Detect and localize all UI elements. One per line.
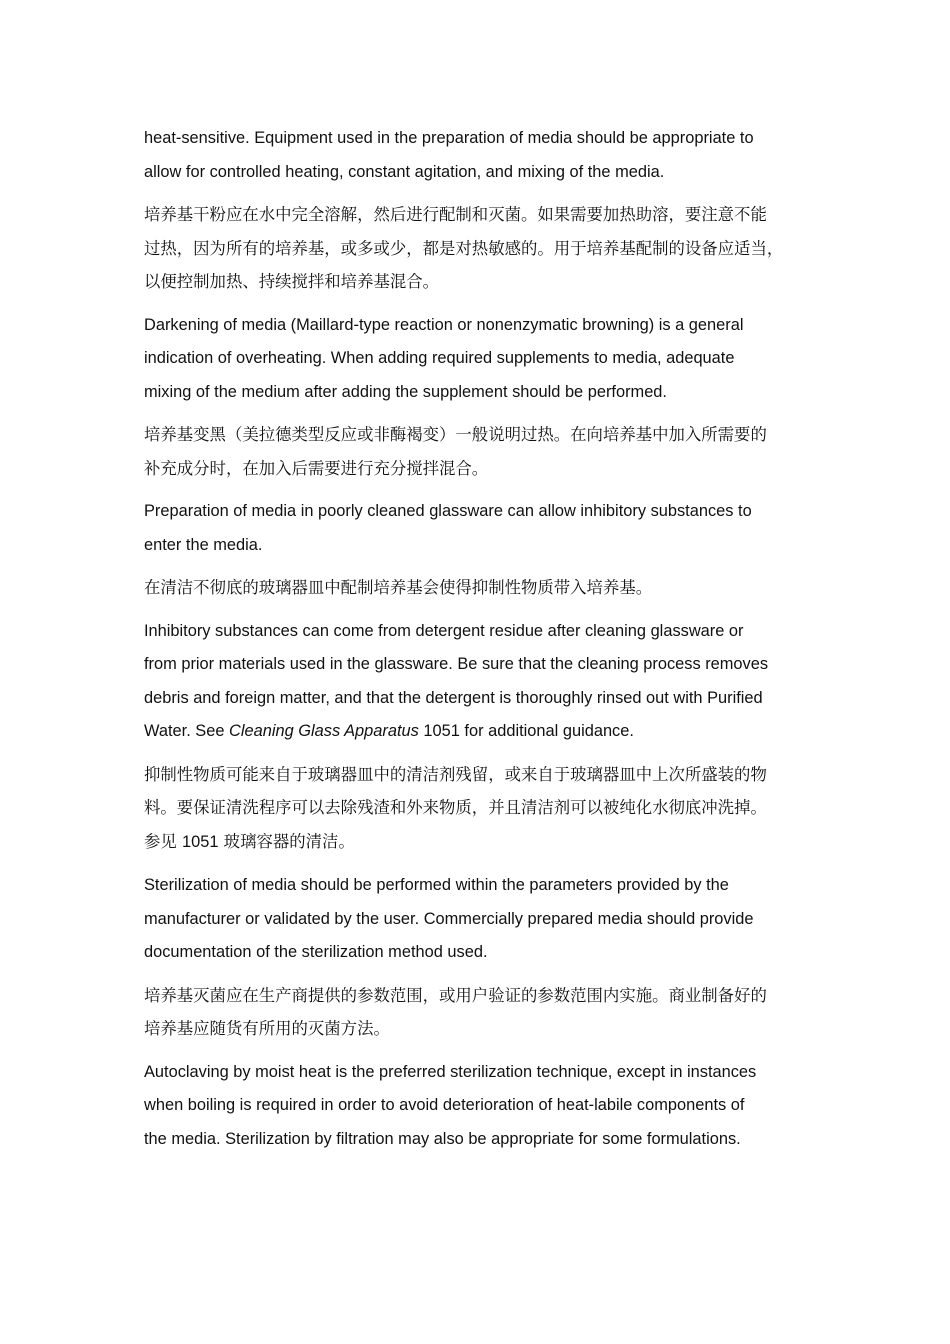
text-line: Sterilization of media should be performed within the parameters provided by the <box>144 876 729 894</box>
paragraph-en-5 <box>144 869 812 970</box>
text-line: Preparation of media in poorly cleaned glassware can allow inhibitory substances to <box>144 502 752 520</box>
paragraph-en-6 <box>144 1056 812 1157</box>
text-line: when boiling is required in order to avoid deterioration of heat-labile components of <box>144 1096 745 1114</box>
paragraph-gap <box>144 562 812 571</box>
text-line: the media. Sterilization by filtration may also be appropriate for some formulations. <box>144 1129 741 1148</box>
paragraph-zh-5 <box>144 979 812 1046</box>
paragraph-en-1 <box>144 122 812 189</box>
paragraph-gap <box>144 859 812 869</box>
text-run: 参见 <box>144 831 182 851</box>
paragraph-zh-2 <box>144 418 812 485</box>
text-line: indication of overheating. When adding required supplements to media, adequate <box>144 349 735 367</box>
text-line: 在清洁不彻底的玻璃器皿中配制培养基会使得抑制性物质带入培养基。 <box>144 578 653 597</box>
paragraph-zh-3 <box>144 571 812 605</box>
text-line: 料。要保证清洗程序可以去除残渣和外来物质，并且清洁剂可以被纯化水彻底冲洗掉。 <box>144 798 767 817</box>
text-line: enter the media. <box>144 535 263 554</box>
text-line: 抑制性物质可能来自于玻璃器皿中的清洁剂残留，或来自于玻璃器皿中上次所盛装的物 <box>144 764 767 784</box>
text-run: 玻璃容器的清洁。 <box>218 831 355 851</box>
text-line <box>144 715 812 749</box>
paragraph-zh-4 <box>144 758 812 860</box>
paragraph-gap <box>144 485 812 495</box>
text-line: Inhibitory substances can come from detergent residue after cleaning glassware or <box>144 621 744 640</box>
text-run: Water. See <box>144 722 230 740</box>
text-run: 1051 for additional guidance. <box>418 722 634 740</box>
text-line: manufacturer or validated by the user. Commercially prepared media should provide <box>144 909 754 928</box>
text-line: 以便控制加热、持续搅拌和培养基混合。 <box>144 272 440 291</box>
italic-reference: Cleaning Glass Apparatus <box>229 722 419 740</box>
text-line <box>144 825 812 860</box>
text-line: Darkening of media (Maillard-type reaction or nonenzymatic browning) is a general <box>144 315 744 334</box>
text-line: 培养基干粉应在水中完全溶解，然后进行配制和灭菌。如果需要加热助溶，要注意不能 <box>144 205 767 224</box>
paragraph-gap <box>144 749 812 758</box>
text-line: 过热，因为所有的培养基，或多或少，都是对热敏感的。用于培养基配制的设备应适当， <box>144 238 784 258</box>
paragraph-gap <box>144 409 812 418</box>
text-line: debris and foreign matter, and that the detergent is thoroughly rinsed out with Purified <box>144 688 763 707</box>
text-line: 培养基应随货有所用的灭菌方法。 <box>144 1019 390 1038</box>
text-line: 补充成分时，在加入后需要进行充分搅拌混合。 <box>144 458 489 478</box>
paragraph-gap <box>144 970 812 979</box>
paragraph-gap <box>144 189 812 198</box>
paragraph-gap <box>144 1046 812 1056</box>
text-line: Autoclaving by moist heat is the preferred sterilization technique, except in instances <box>144 1062 757 1081</box>
text-line: documentation of the sterilization method used. <box>144 943 488 961</box>
paragraph-gap <box>144 299 812 309</box>
paragraph-en-4 <box>144 615 812 749</box>
chapter-number: 1051 <box>182 832 219 851</box>
text-line: mixing of the medium after adding the supplement should be performed. <box>144 382 667 401</box>
text-line: allow for controlled heating, constant agitation, and mixing of the media. <box>144 162 665 181</box>
paragraph-zh-1 <box>144 198 812 299</box>
document-body <box>144 122 812 1156</box>
text-line: 培养基变黑（美拉德类型反应或非酶褐变）一般说明过热。在向培养基中加入所需要的 <box>144 425 767 444</box>
text-line: from prior materials used in the glassware. Be sure that the cleaning process removes <box>144 655 769 673</box>
paragraph-gap <box>144 605 812 615</box>
text-line: 培养基灭菌应在生产商提供的参数范围，或用户验证的参数范围内实施。商业制备好的 <box>144 985 767 1005</box>
paragraph-en-2 <box>144 309 812 410</box>
paragraph-en-3 <box>144 495 812 562</box>
text-line: heat-sensitive. Equipment used in the preparation of media should be appropriate to <box>144 129 754 147</box>
